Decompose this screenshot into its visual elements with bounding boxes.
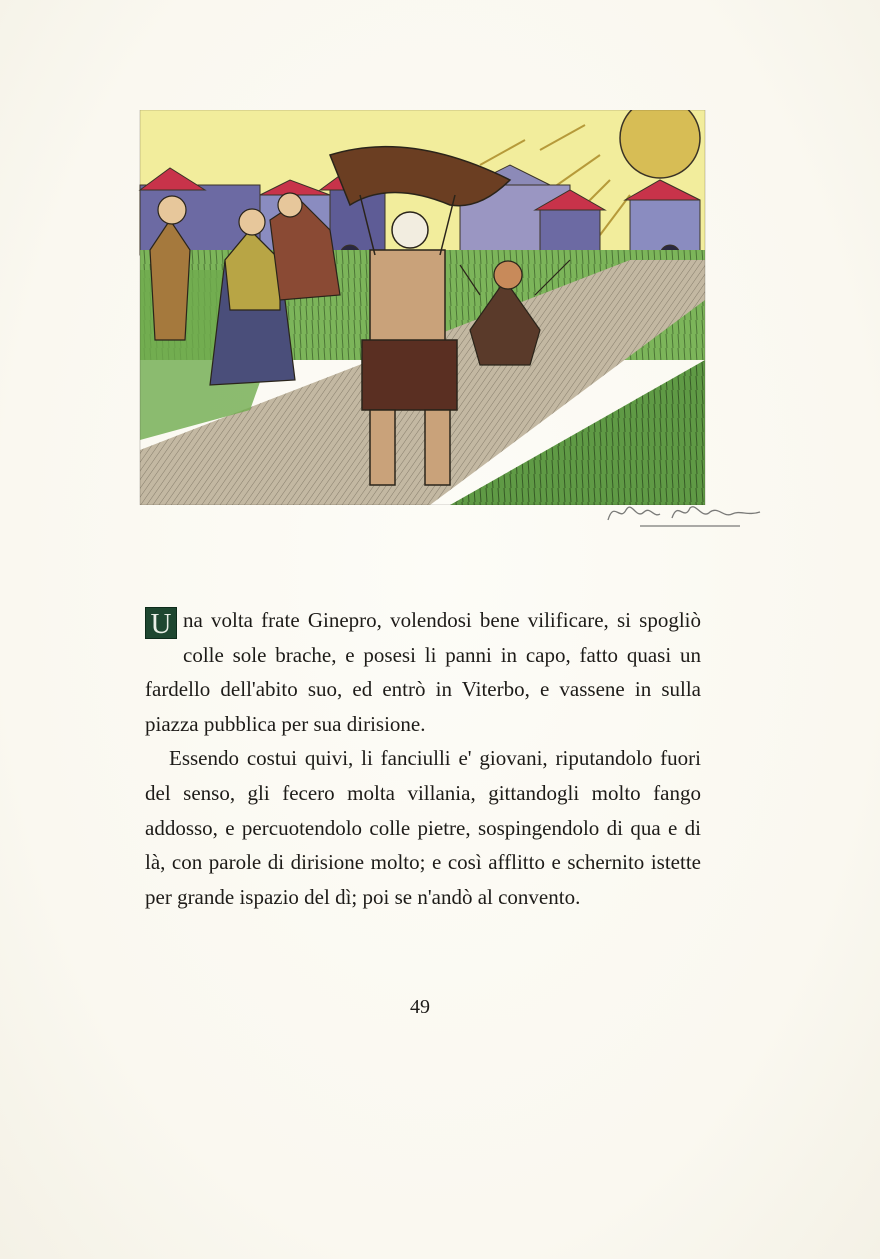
illustration-drawing: [130, 110, 715, 505]
paragraph-1: [145, 603, 701, 741]
paragraph-1-text: na volta frate Ginepro, volendosi bene vilificare, si spogliò colle sole brache, e posesi li panni in capo, fatto quasi un fardello dell'abito suo, ed entrò in Viterbo, e vassene in sulla piazza pubblica per sua dirisione.: [145, 608, 701, 736]
paragraph-2: Essendo costui quivi, li fanciulli e' giovani, riputandolo fuori del senso, gli fecero molta villania, gittandogli molto fango addosso, e percuotendolo colle pietre, sospingendolo di qua e di là, con parole di dirisione molto; e così afflitto e schernito istette per grande ispazio del dì; poi se n'andò al convento.: [145, 746, 701, 909]
illustration: [130, 110, 715, 505]
artist-signature: [600, 492, 780, 532]
drop-cap: U: [145, 607, 177, 639]
page-number: 49: [410, 996, 430, 1018]
body-text: [145, 603, 701, 914]
